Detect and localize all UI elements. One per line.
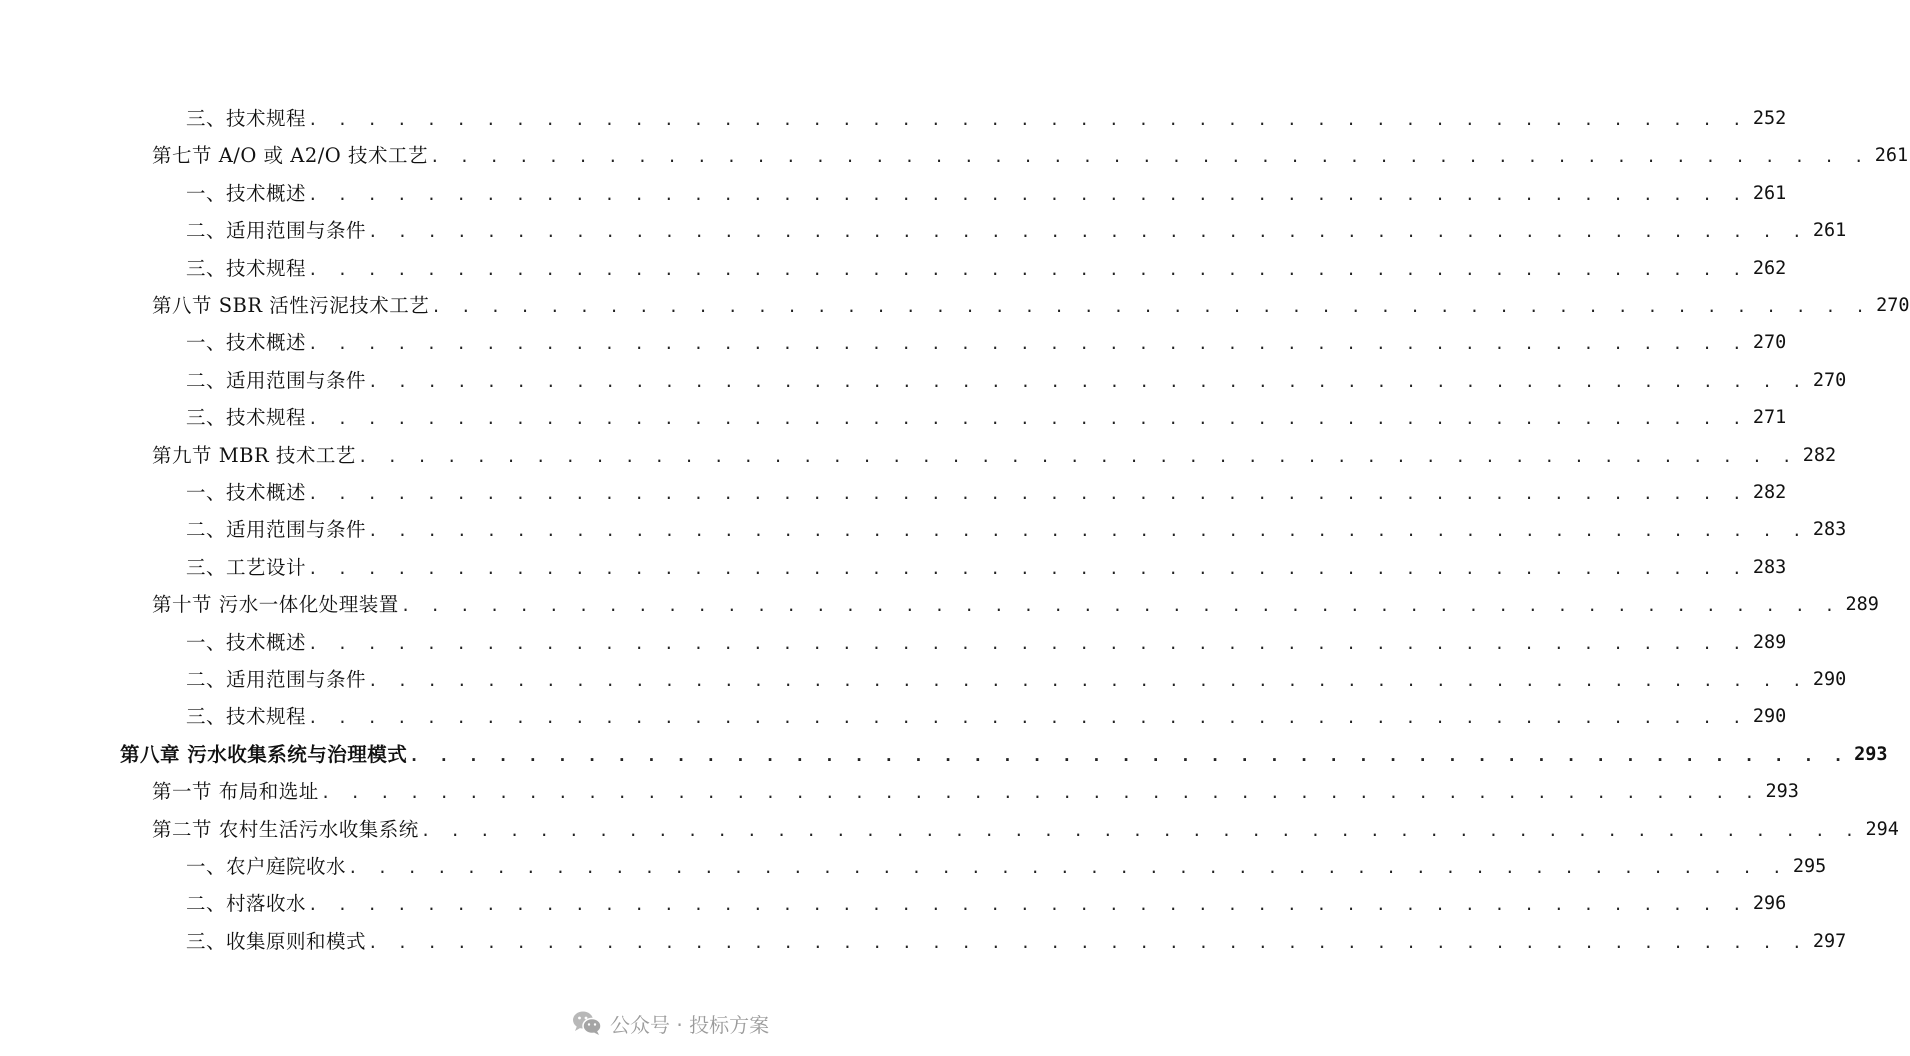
toc-leader-dots: . . . . . . . . . . . . . . . . . . . . . . . . . . . . . . . . . . . . . . . . . . . . . . . . . [308,409,1747,429]
toc-leader-dots: . . . . . . . . . . . . . . . . . . . . . . . . . . . . . . . . . . . . . . . . . . . . . . . . . [308,259,1747,279]
toc-entry-item [186,665,1847,695]
toc-entry-label: 三、收集原则和模式 [186,929,367,953]
toc-entry-label: 一、技术概述 [186,331,307,355]
toc-leader-dots: . . . . . . . . . . . . . . . . . . . . . . . . . . . . . . . . . . . . . . . . . . . . . . . . . [357,446,1797,466]
toc-entry-label: 第七节 A/O 或 A2/O 技术工艺 [152,144,428,168]
toc-entry-label: 二、村落收水 [186,892,307,916]
toc-entry-label: 一、技术概述 [186,481,307,504]
toc-leader-dots: . . . . . . . . . . . . . . . . . . . . . . . . . . . . . . . . . . . . . . . . . . . . . . . . . [429,147,1869,167]
toc-entry-item [186,366,1847,396]
toc-leader-dots: . . . . . . . . . . . . . . . . . . . . . . . . . . . . . . . . . . . . . . . . . . . . . . . . . [368,371,1807,391]
toc-entry-label: 第一节 布局和选址 [152,780,319,804]
toc-entry-section [152,590,1879,620]
toc-entry-label: 三、技术规程 [186,256,307,280]
toc-entry-label: 一、农户庭院收水 [186,855,347,878]
wechat-icon [572,1010,602,1036]
toc-entry-label: 第二节 农村生活污水收集系统 [152,817,419,841]
toc-leader-dots: . . . . . . . . . . . . . . . . . . . . . . . . . . . . . . . . . . . . . . . . . . . . . . . . . [431,297,1871,316]
toc-entry-page-number: 290 [1812,669,1847,690]
toc-entry-label: 第十节 污水一体化处理装置 [152,593,399,617]
toc-leader-dots: . . . . . . . . . . . . . . . . . . . . . . . . . . . . . . . . . . . . . . . . . . . . . . . . . [420,820,1860,840]
toc-entry-page-number: 261 [1874,145,1909,167]
toc-entry-page-number: 271 [1752,407,1787,429]
toc-leader-dots: . . . . . . . . . . . . . . . . . . . . . . . . . . . . . . . . . . . . . . . . . . . . . . . . . [308,184,1747,204]
toc-entry-section [152,777,1799,807]
toc-entry-label: 三、技术规程 [186,107,307,130]
toc-entry-section [152,815,1899,845]
toc-entry-page-number: 297 [1812,930,1847,952]
watermark-text: 公众号 · 投标方案 [610,1012,770,1037]
toc-entry-item [186,328,1787,358]
toc-leader-dots: . . . . . . . . . . . . . . . . . . . . . . . . . . . . . . . . . . . . . . . . . . . . . . . . . [368,932,1807,952]
watermark [572,1008,769,1038]
toc-entry-item [186,216,1847,246]
toc-leader-dots: . . . . . . . . . . . . . . . . . . . . . . . . . . . . . . . . . . . . . . . . . . . . . . . . . [308,558,1747,578]
toc-entry-label: 一、技术概述 [186,181,307,205]
toc-leader-dots: . . . . . . . . . . . . . . . . . . . . . . . . . . . . . . . . . . . . . . . . . . . . . . . . . [368,521,1807,541]
toc-entry-page-number: 261 [1752,182,1787,204]
toc-entry-item [186,553,1787,583]
toc-entry-label: 二、适用范围与条件 [186,518,367,542]
toc-leader-dots: . . . . . . . . . . . . . . . . . . . . . . . . . . . . . . . . . . . . . . . . . . . . . . . . . [308,334,1747,354]
toc-entry-item [186,628,1787,658]
toc-entry-page-number: 261 [1812,220,1847,242]
toc-entry-page-number: 293 [1854,743,1888,765]
toc-leader-dots: . . . . . . . . . . . . . . . . . . . . . . . . . . . . . . . . . . . . . . . . . . . . . . . . . [348,858,1787,877]
toc-entry-item [186,702,1787,732]
toc-entry-item [186,478,1787,508]
toc-entry-page-number: 295 [1792,856,1827,877]
toc-entry-section [152,141,1909,171]
toc-entry-label: 一、技术概述 [186,630,307,654]
toc-entry-chapter [120,740,1888,770]
toc-entry-item [186,852,1827,882]
toc-entry-label: 三、技术规程 [186,705,307,729]
toc-leader-dots: . . . . . . . . . . . . . . . . . . . . . . . . . . . . . . . . . . . . . . . . . . . . . . . . . [368,222,1807,242]
toc-entry-label: 二、适用范围与条件 [186,219,367,243]
toc-entry-page-number: 290 [1752,706,1787,728]
toc-entry-page-number: 270 [1752,332,1787,354]
toc-entry-item [186,889,1787,919]
toc-entry-page-number: 282 [1802,444,1837,466]
toc-entry-label: 第八章 污水收集系统与治理模式 [120,742,408,766]
toc-entry-page-number: 293 [1765,781,1799,803]
toc-entry-page-number: 294 [1865,818,1899,840]
toc-leader-dots: . . . . . . . . . . . . . . . . . . . . . . . . . . . . . . . . . . . . . . . . . . . . . . . . . [308,633,1747,653]
toc-leader-dots: . . . . . . . . . . . . . . . . . . . . . . . . . . . . . . . . . . . . . . . . . . . . . . . . . [308,708,1747,728]
toc-entry-label: 二、适用范围与条件 [186,368,367,392]
toc-entry-page-number: 289 [1752,631,1787,653]
toc-entry-page-number: 283 [1812,519,1847,541]
toc-entry-label: 第九节 MBR 技术工艺 [152,443,356,467]
toc-leader-dots: . . . . . . . . . . . . . . . . . . . . . . . . . . . . . . . . . . . . . . . . . . . . . . . . . [409,745,1849,765]
toc-leader-dots: . . . . . . . . . . . . . . . . . . . . . . . . . . . . . . . . . . . . . . . . . . . . . . . . . [308,110,1747,129]
toc-entry-item [186,515,1847,545]
toc-entry-label: 第八节 SBR 活性污泥技术工艺 [152,294,430,317]
toc-entry-item [186,254,1787,284]
toc-entry-page-number: 282 [1752,482,1787,503]
toc-leader-dots: . . . . . . . . . . . . . . . . . . . . . . . . . . . . . . . . . . . . . . . . . . . . . . . . . [308,484,1747,503]
toc-leader-dots: . . . . . . . . . . . . . . . . . . . . . . . . . . . . . . . . . . . . . . . . . . . . . . . . . [308,895,1747,915]
toc-entry-page-number: 289 [1845,594,1879,616]
toc-entry-page-number: 270 [1812,369,1847,391]
toc-entry-item [186,403,1787,433]
toc-entry-page-number: 283 [1752,556,1787,578]
toc-entry-page-number: 252 [1752,108,1787,129]
toc-entry-label: 三、工艺设计 [186,555,307,579]
toc-leader-dots: . . . . . . . . . . . . . . . . . . . . . . . . . . . . . . . . . . . . . . . . . . . . . . . . . [400,596,1840,616]
toc-entry-item [186,927,1847,957]
toc-entry-item [186,104,1787,134]
toc-leader-dots: . . . . . . . . . . . . . . . . . . . . . . . . . . . . . . . . . . . . . . . . . . . . . . . . . [320,783,1760,803]
toc-entry-page-number: 296 [1752,893,1787,915]
toc-entry-page-number: 270 [1876,295,1910,316]
toc-entry-section [152,291,1910,321]
toc-leader-dots: . . . . . . . . . . . . . . . . . . . . . . . . . . . . . . . . . . . . . . . . . . . . . . . . . [368,671,1807,690]
toc-entry-page-number: 262 [1752,257,1787,279]
toc-entry-section [152,441,1837,471]
toc-entry-label: 三、技术规程 [186,406,307,430]
toc-entry-label: 二、适用范围与条件 [186,668,367,691]
toc-entry-item [186,179,1787,209]
